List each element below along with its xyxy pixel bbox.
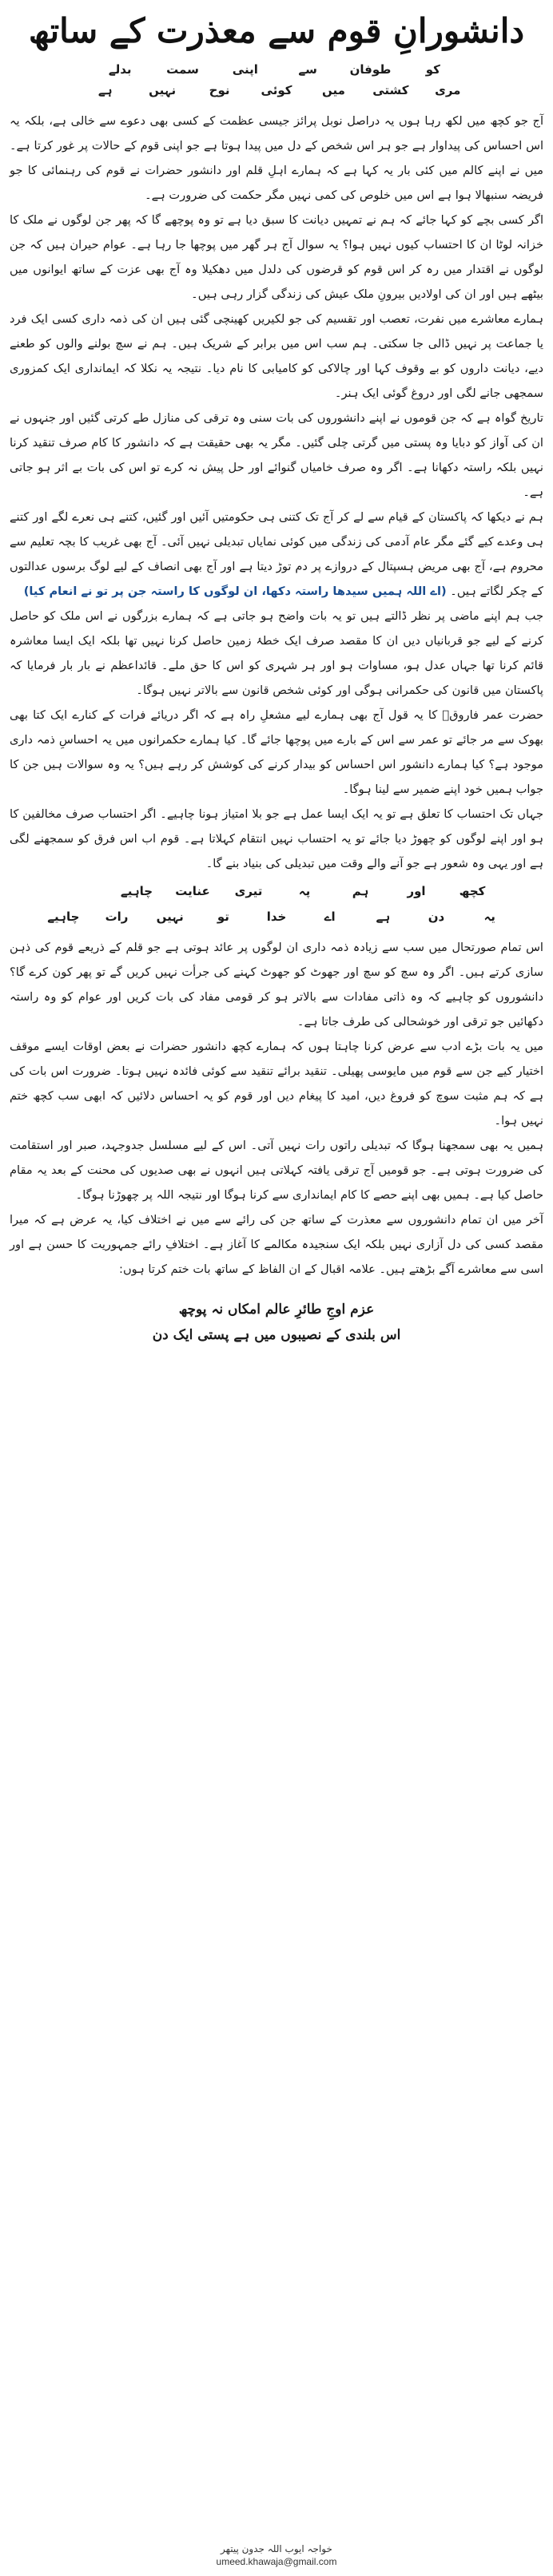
closing-verse-line: عزم اوجِ طائرِ عالم امکاں نہ پوچھ [178,1302,375,1318]
mid-verse-word: یہ [483,910,495,924]
author-email: umeed.khawaja@gmail.com [216,2556,337,2567]
article-footer [0,2542,553,2568]
opening-verse-word: کو [425,62,440,77]
paragraph-text: ہم نے دیکھا کہ پاکستان کے قیام سے لے کر آج تک کتنی ہی حکومتیں آئیں اور گئیں، کتنے ہی نعرے لگے اور کتنے ہی وعدے کیے گئے مگر عام آدمی کی زندگی میں کوئی نمایاں تبدیلی نہیں آئی۔ آج بھی غریب کا بچہ تعلیم سے محروم ہے، آج بھی مریض ہسپتال کے دروازے پر دم توڑ دیتا ہے اور آج بھی انصاف کے لیے لوگ برسوں عدالتوں کے چکر لگاتے ہیں۔ [10,510,543,598]
opening-verse-word: نہیں [149,83,177,97]
paragraph: ہمارے معاشرے میں نفرت، تعصب اور تقسیم کی جو لکیریں کھینچی گئی ہیں ان کی ذمہ داری کسی ایک فرد یا جماعت پر نہیں ڈالی جا سکتی۔ ہم سب اس میں برابر کے شریک ہیں۔ ہم نے سچ بولنے والوں کو طعنے دیے، دیانت داروں کو بے وقوف کہا اور چالاکی کو کامیابی کا نام دیا۔ نتیجہ یہ نکلا کہ ایمانداری ایک کمزوری سمجھی جانے لگی اور دروغ گوئی ایک ہنر۔ [10,312,543,400]
opening-verse-line-2 [77,80,476,101]
paragraph: ہمیں یہ بھی سمجھنا ہوگا کہ تبدیلی راتوں رات نہیں آتی۔ اس کے لیے مسلسل جدوجہد، صبر اور استقامت کی ضرورت ہوتی ہے۔ جو قومیں آج ترقی یافتہ کہلاتی ہیں انہوں نے بھی صدیوں کی محنت کے بعد یہ مقام حاصل کیا ہے۔ ہمیں بھی اپنے حصے کا کام ایمانداری سے کرنا ہوگا اور نتیجہ اللہ پر چھوڑنا ہوگا۔ [10,1139,543,1202]
mid-verse-word: کچھ [459,884,486,898]
article-headline: دانشورانِ قوم سے معذرت کے ساتھ [28,11,525,50]
mid-verse-word: تیری [234,884,263,898]
article-body [10,109,543,876]
article-body-continued [10,935,543,1282]
opening-verse-word: طوفان [349,62,392,77]
opening-verse-word: کشتی [372,83,409,97]
opening-verse-word: کوئی [261,83,292,97]
paragraph: جہاں تک احتساب کا تعلق ہے تو یہ ایک ایسا عمل ہے جو بلا امتیاز ہونا چاہیے۔ اگر احتساب صرف مخالفین کا ہو اور اپنے لوگوں کو چھوڑ دیا جائے تو یہ احتساب نہیں انتقام کہلاتا ہے۔ قوم اب اس فرق کو سمجھنے لگی ہے اور یہی وہ شعور ہے جو آنے والے وقت میں تبدیلی کی بنیاد بنے گا۔ [10,807,543,870]
mid-verse-word [53,881,109,902]
opening-verse-word: سمت [166,62,199,77]
highlighted-quote: (اے اللہ ہمیں سیدھا راستہ دکھا، ان لوگوں کا راستہ جن پر تو نے انعام کیا) [23,585,447,598]
author-name: خواجہ ایوب اللہ جدون پیتھر [221,2543,332,2554]
mid-verse-word: دن [428,910,445,924]
mid-verse-word: ہے [376,910,391,924]
mid-verse-word: چاہیے [120,884,153,898]
opening-verse-word: ہے [97,83,113,97]
mid-verse-word: چاہیے [47,910,80,924]
opening-verse-word: سے [298,62,317,77]
paragraph: آخر میں ان تمام دانشوروں سے معذرت کے ساتھ جن کی رائے سے میں نے اختلاف کیا، یہ عرض ہے کہ میرا مقصد کسی کی دل آزاری نہیں بلکہ ایک سنجیدہ مکالمے کا آغاز ہے۔ اختلافِ رائے جمہوریت کا حسن ہے اور اسی سے معاشرے آگے بڑھتے ہیں۔ علامہ اقبال کے ان الفاظ کے ساتھ بات ختم کرتا ہوں: [10,1213,543,1276]
opening-verse-word: میں [321,83,345,97]
opening-verse-word: نوح [209,83,230,97]
paragraph: اگر کسی بچے کو کہا جائے کہ ہم نے تمہیں دیانت کا سبق دیا ہے تو وہ پوچھے گا کہ پھر جن لوگوں نے ملک کا خزانہ لوٹا ان کا احتساب کیوں نہیں ہوا؟ یہ سوال آج ہر گھر میں پوچھا جا رہا ہے۔ عوام حیران ہیں کہ جن لوگوں نے اقتدار میں رہ کر اس قوم کو قرضوں کی دلدل میں دھکیلا وہ آج بھی عزت کے ساتھ ایوانوں میں بیٹھے ہیں اور ان کی اولادیں بیرونِ ملک عیش کی زندگی گزار رہی ہیں۔ [10,213,543,301]
mid-verse-word: تو [217,910,229,924]
mid-verse-word: عنایت [175,884,210,898]
mid-verse-word: اور [407,884,426,898]
paragraph: آج جو کچھ میں لکھ رہا ہوں یہ دراصل نوبل پرائز جیسی عظمت کے کسی بھی دعوے سے خالی ہے، بلکہ یہ اس احساس کی پیداوار ہے جو ہر اس شخص کے دل میں پیدا ہوتا ہے جو اپنی قوم کے حالات پر غور کرتا ہے۔ میں نے اپنے کالم میں کئی بار یہ کہا ہے کہ ہمارے اہلِ قلم اور دانشور حضرات نے قوم کی رہنمائی کا جو فریضہ سنبھالا ہوا ہے اس میں خلوص کی کمی نہیں مگر حکمت کی ضرورت ہے۔ [10,114,543,202]
mid-verse-word: نہیں [156,910,184,924]
paragraph: جب ہم اپنے ماضی پر نظر ڈالتے ہیں تو یہ بات واضح ہو جاتی ہے کہ ہمارے بزرگوں نے اس ملک کو حاصل کرنے کے لیے جو قربانیاں دیں ان کا مقصد صرف ایک خطۂ زمین حاصل کرنا نہیں تھا بلکہ ایک ایسا معاشرہ قائم کرنا تھا جہاں عدل ہو، مساوات ہو اور ہر شہری کو اس کا حق ملے۔ قائداعظم نے بار بار فرمایا کہ پاکستان میں قانون کی حکمرانی ہوگی اور کوئی شخص قانون سے بالاتر نہیں ہوگا۔ [10,609,543,697]
closing-verse-line: اس بلندی کے نصیبوں میں ہے پستی ایک دن [152,1327,401,1343]
paragraph: حضرت عمر فاروقؓ کا یہ قول آج بھی ہمارے لیے مشعلِ راہ ہے کہ اگر دریائے فرات کے کنارے ایک کتا بھی بھوک سے مر جائے تو عمر سے اس کے بارے میں پوچھا جائے گا۔ کیا ہمارے حکمرانوں میں یہ احساسِ ذمہ داری موجود ہے؟ کیا ہمارے دانشور اس احساس کو بیدار کرنے کی کوشش کر رہے ہیں؟ یہ وہ سوالات ہیں جن کا جواب ہمیں خود اپنے ضمیر سے لینا ہوگا۔ [10,708,543,796]
mid-verse-word: خدا [266,910,287,924]
opening-verse-word: بدلے [108,62,132,77]
closing-verse [10,1298,543,1347]
mid-verse-word: رات [105,910,129,924]
opening-verse-word: مری [435,83,461,97]
mid-verse-word: اے [324,910,336,924]
mid-verse-line-2 [37,906,516,927]
paragraph: تاریخ گواہ ہے کہ جن قوموں نے اپنے دانشوروں کی بات سنی وہ ترقی کی منازل طے کرتی گئیں اور جنہوں نے ان کی آواز کو دبایا وہ پستی میں گرتی چلی گئیں۔ مگر یہ بھی حقیقت ہے کہ دانشور کا کام صرف تنقید کرنا نہیں بلکہ راستہ دکھانا ہے۔ اگر وہ صرف خامیاں گنوائے اور حل پیش نہ کرے تو اس کی بات بے اثر ہو جاتی ہے۔ [10,411,543,499]
paragraph [10,505,543,604]
mid-verse-line-1 [53,881,500,902]
paragraph: میں یہ بات بڑے ادب سے عرض کرنا چاہتا ہوں کہ ہمارے کچھ دانشور حضرات نے بعض اوقات ایسے موقف اختیار کیے جن سے قوم میں مایوسی پھیلی۔ تنقید برائے تنقید سے کوئی فائدہ نہیں ہوتا۔ ضرورت اس بات کی ہے کہ ہم مثبت سوچ کو فروغ دیں، امید کا پیغام دیں اور قوم کو یہ احساس دلائیں کہ ابھی سب کچھ ختم نہیں ہوا۔ [10,1040,543,1127]
paragraph: اس تمام صورتحال میں سب سے زیادہ ذمہ داری ان لوگوں پر عائد ہوتی ہے جو قلم کے ذریعے قوم کی ذہن سازی کرتے ہیں۔ اگر وہ سچ کو سچ اور جھوٹ کو جھوٹ کہنے کی جرأت نہیں کریں گے تو پھر کون کرے گا؟ دانشوروں کو چاہیے کہ وہ ذاتی مفادات سے بالاتر ہو کر قومی مفاد کی بات کریں اور عوام کو وہ راستہ دکھائیں جو ترقی اور خوشحالی کی طرف جاتا ہے۔ [10,941,543,1028]
opening-verse-line-1 [89,59,464,80]
mid-verse-word: پہ [298,884,311,898]
opening-verse-word: اپنی [232,62,258,77]
mid-verse-word: ہم [352,884,369,898]
